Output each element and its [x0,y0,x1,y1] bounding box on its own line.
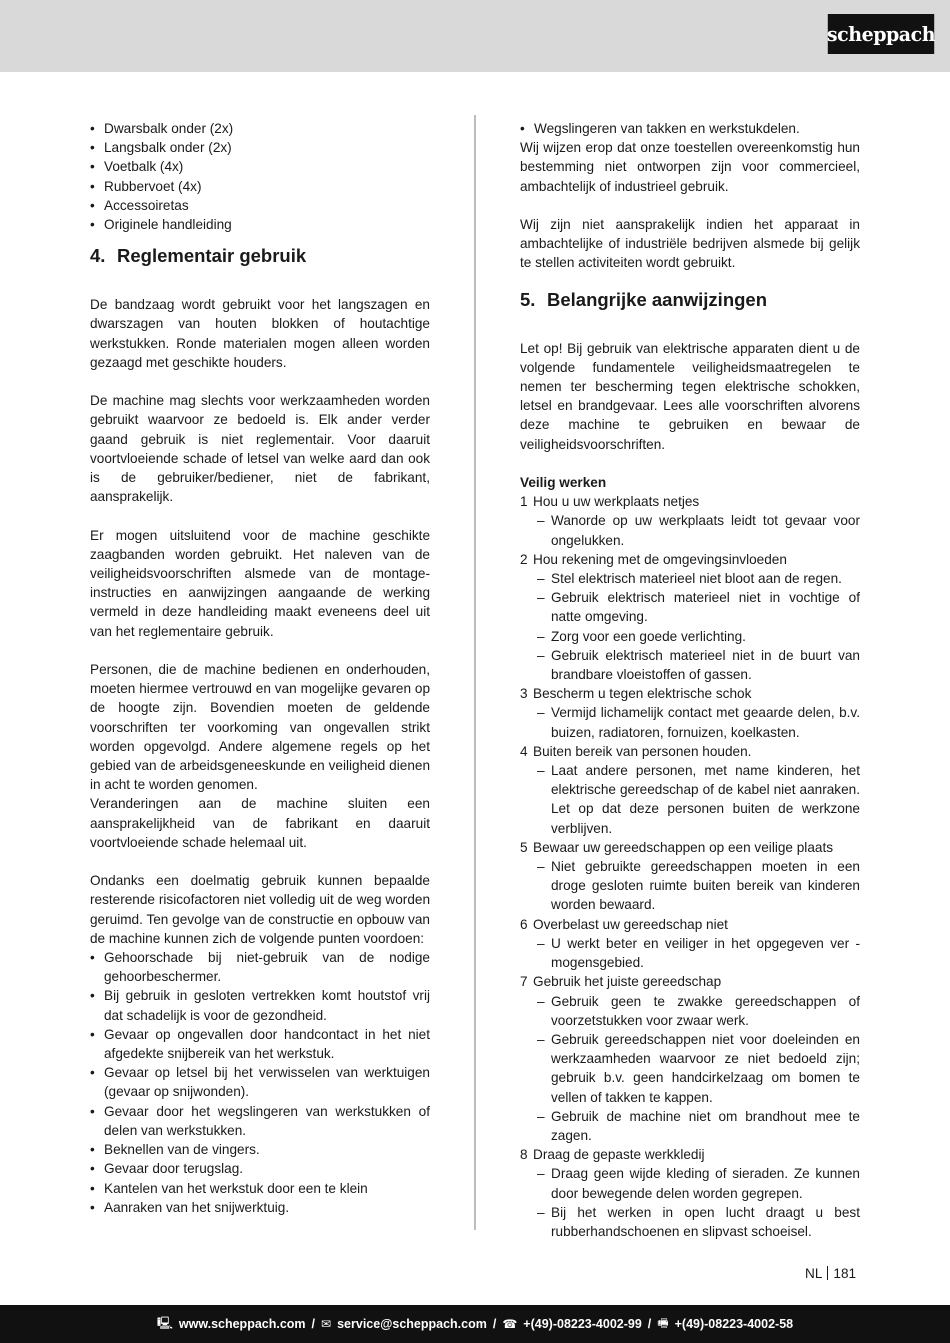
rule-subitem: – Niet gebruikte gereedschappen moeten in een droge gesloten ruimte buiten bereik van kinderen worden bewaard. [520,857,860,915]
fax-icon: 🖷 [657,1315,669,1330]
rule-item [520,492,860,511]
footer-phone: +(49)-08223-4002-99 [523,1317,642,1331]
column-divider [474,115,476,1230]
rule-subitem: – Vermijd lichamelijk contact met geaarde delen, b.v. buizen, radiatoren, fornuizen, koelkasten. [520,703,860,741]
list-item: • Langsbalk onder (2x) [90,138,430,157]
rule-item [520,972,860,991]
list-item: • Bij gebruik in gesloten vertrekken komt houtstof vrij dat schadelijk is voor de gezondheid. [90,986,430,1024]
rule-subitem: – Laat andere personen, met name kinderen, het elektrische gereedschap of de kabel niet aanraken. Let op dat deze personen buiten de werkzone verblijven. [520,761,860,838]
footer-fax: +(49)-08223-4002-58 [674,1317,794,1331]
risk-list [90,948,430,1217]
rule-title: Hou u uw werkplaats netjes [533,494,700,510]
rule-subitem: – Zorg voor een goede verlichting. [520,627,860,646]
list-item: • Gehoorschade bij niet-gebruik van de nodige gehoorbeschermer. [90,948,430,986]
rule-number: 1 [520,494,528,510]
rule-item [520,742,860,761]
list-item: • Gevaar door terugslag. [90,1159,430,1178]
rule-number: 3 [520,686,528,702]
paragraph: De bandzaag wordt gebruikt voor het langszagen en dwarszagen van houten blokken of houtachtige werkstukken. Ronde materialen mogen alleen worden gezaagd met geschikte houders. [90,297,430,370]
footer-mail[interactable]: service@scheppach.com [337,1317,487,1331]
rule-subitem: – Gebruik gereedschappen niet voor doeleinden en werkzaamheden waarvoor ze niet bedoeld zijn; gebruik b.v. geen handcirkelzaag om bomen te vellen of takken te kappen. [520,1030,860,1107]
rule-number: 6 [520,916,528,932]
paragraph: Personen, die de machine bedienen en onderhouden, moeten hiermee vertrouwd en van mogelijke gevaren op de hoogte zijn. Bovendien moeten de geldende voorschriften ter voorkoming van ongevallen strikt worden opgevolgd. Andere algemene regels op het gebied van de arbeidsgeneeskunde en veiligheid dienen in acht te worden genomen. [90,662,430,793]
rule-title: Bewaar uw gereedschappen op een veilige plaats [533,839,834,855]
list-item: • Gevaar op ongevallen door handcontact in het niet afgedekte snijbereik van het werkstuk. [90,1025,430,1063]
page-number: NL 181 [805,1266,857,1281]
paragraph: De machine mag slechts voor werkzaamheden worden gebruikt waarvoor ze bedoeld is. Elk ander verder gaand gebruik is niet reglementair. Voor daaruit voortvloeiende schade of letsel van welke aard dan ook is de gebruiker/bediener, niet de fabrikant, aansprakelijk. [90,393,430,505]
rule-subitem: – Gebruik elektrisch materieel niet in de buurt van brandbare vloeistoffen of gassen. [520,646,860,684]
paragraph: Er mogen uitsluitend voor de machine geschikte zaagbanden worden gebruikt. Het naleven van de veiligheidsvoorschriften alsmede van de montage-instructies en aanwijzingen aangaande de werking vermeld in deze handleiding maakt eveneens deel uit van het reglementaire gebruik. [90,527,430,639]
paragraph: Wij zijn niet aansprakelijk indien het apparaat in ambachtelijke of industriële bedrijven alsmede bij gelijk te stellen activiteiten wordt gebruikt. [520,217,860,271]
list-item: • Beknellen van de vingers. [90,1140,430,1159]
contents-list [90,119,430,234]
footer-bar [0,1305,950,1343]
header-bar [0,0,950,72]
rule-item [520,550,860,569]
rule-subitem: – Stel elektrisch materieel niet bloot aan de regen. [520,569,860,588]
list-item: • Kantelen van het werkstuk door een te klein [90,1179,430,1198]
rule-subitem: – Gebruik de machine niet om brandhout mee te zagen. [520,1107,860,1145]
list-item: • Gevaar op letsel bij het verwisselen van werktuigen (gevaar op snijwonden). [90,1063,430,1101]
rule-number: 4 [520,743,528,759]
paragraph: Let op! Bij gebruik van elektrische apparaten dient u de volgende fundamentele veiligheidsmaatregelen te nemen ter bescherming tegen elektrische schokken, letsel en brandgevaar. Lees alle voorschriften alvorens deze machine te gebruiken en bewaar de veiligheidsvoorschriften. [520,340,860,452]
rule-number: 7 [520,974,528,990]
rule-subitem: – Gebruik elektrisch materieel niet in vochtige of natte omgeving. [520,588,860,626]
rule-title: Hou rekening met de omgevingsinvloeden [533,551,787,567]
footer-web[interactable]: www.scheppach.com [178,1317,306,1331]
rule-title: Buiten bereik van personen houden. [533,743,752,759]
rule-number: 2 [520,551,528,567]
list-item: • Originele handleiding [90,215,430,234]
right-column [520,119,860,1241]
list-item: • Voetbalk (4x) [90,157,430,176]
section-5-heading: 5. Belangrijke aanwijzingen [520,288,768,310]
left-column [90,119,430,1217]
list-item: • Accessoiretas [90,196,430,215]
rule-subitem: – Bij het werken in open lucht draagt u best rubberhandschoenen en slipvast schoeisel. [520,1203,860,1241]
list-item: • Rubbervoet (4x) [90,177,430,196]
envelope-icon: ✉ [321,1317,332,1331]
rule-item [520,838,860,857]
section-4-heading: 4. Reglementair gebruik [90,245,307,267]
telephone-icon: ☎ [502,1317,518,1331]
computer-icon: 🖳 [156,1315,173,1330]
continued-list [520,119,860,138]
rule-title: Overbelast uw gereedschap niet [533,916,728,932]
safety-rules [520,492,860,1241]
rule-subitem: – Wanorde op uw werkplaats leidt tot gevaar voor ongelukken. [520,511,860,549]
rule-title: Bescherm u tegen elektrische schok [533,686,752,702]
rule-item [520,684,860,703]
brand-logo: scheppach [828,14,934,54]
footer-separator: / [311,1317,316,1331]
rule-title: Gebruik het juiste gereedschap [533,974,722,990]
paragraph: Veranderingen aan de machine sluiten een aansprakelijkheid van de fabrikant en daaruit voortvloeiende schade helemaal uit. [90,796,430,850]
paragraph: Ondanks een doelmatig gebruik kunnen bepaalde resterende risicofactoren niet volledig uit de weg worden geruimd. Ten gevolge van de constructie en opbouw van de machine kunnen zich de volgende punten voordoen: [90,873,430,946]
rule-number: 8 [520,1147,528,1163]
rule-subitem: – Gebruik geen te zwakke gereedschappen of voorzetstukken voor zwaar werk. [520,992,860,1030]
safe-work-title: Veilig werken [520,475,607,491]
list-item: • Gevaar door het wegslingeren van werkstukken of delen van werkstukken. [90,1102,430,1140]
footer-separator: / [647,1317,652,1331]
rule-item [520,1145,860,1164]
footer-separator: / [492,1317,497,1331]
rule-item [520,915,860,934]
rule-subitem: – Draag geen wijde kleding of sieraden. Ze kunnen door bewegende delen worden gegrepen. [520,1164,860,1202]
rule-subitem: – U werkt beter en veiliger in het opgegeven ver - mogensgebied. [520,934,860,972]
list-item: • Dwarsbalk onder (2x) [90,119,430,138]
rule-title: Draag de gepaste werkkledij [533,1147,705,1163]
list-item: • Aanraken van het snijwerktuig. [90,1198,430,1217]
list-item: • Wegslingeren van takken en werkstukdelen. [520,119,860,138]
rule-number: 5 [520,839,528,855]
paragraph: Wij wijzen erop dat onze toestellen overeenkomstig hun bestemming niet ontworpen zijn voor commercieel, ambachtelijk of industrieel gebruik. [520,140,860,194]
